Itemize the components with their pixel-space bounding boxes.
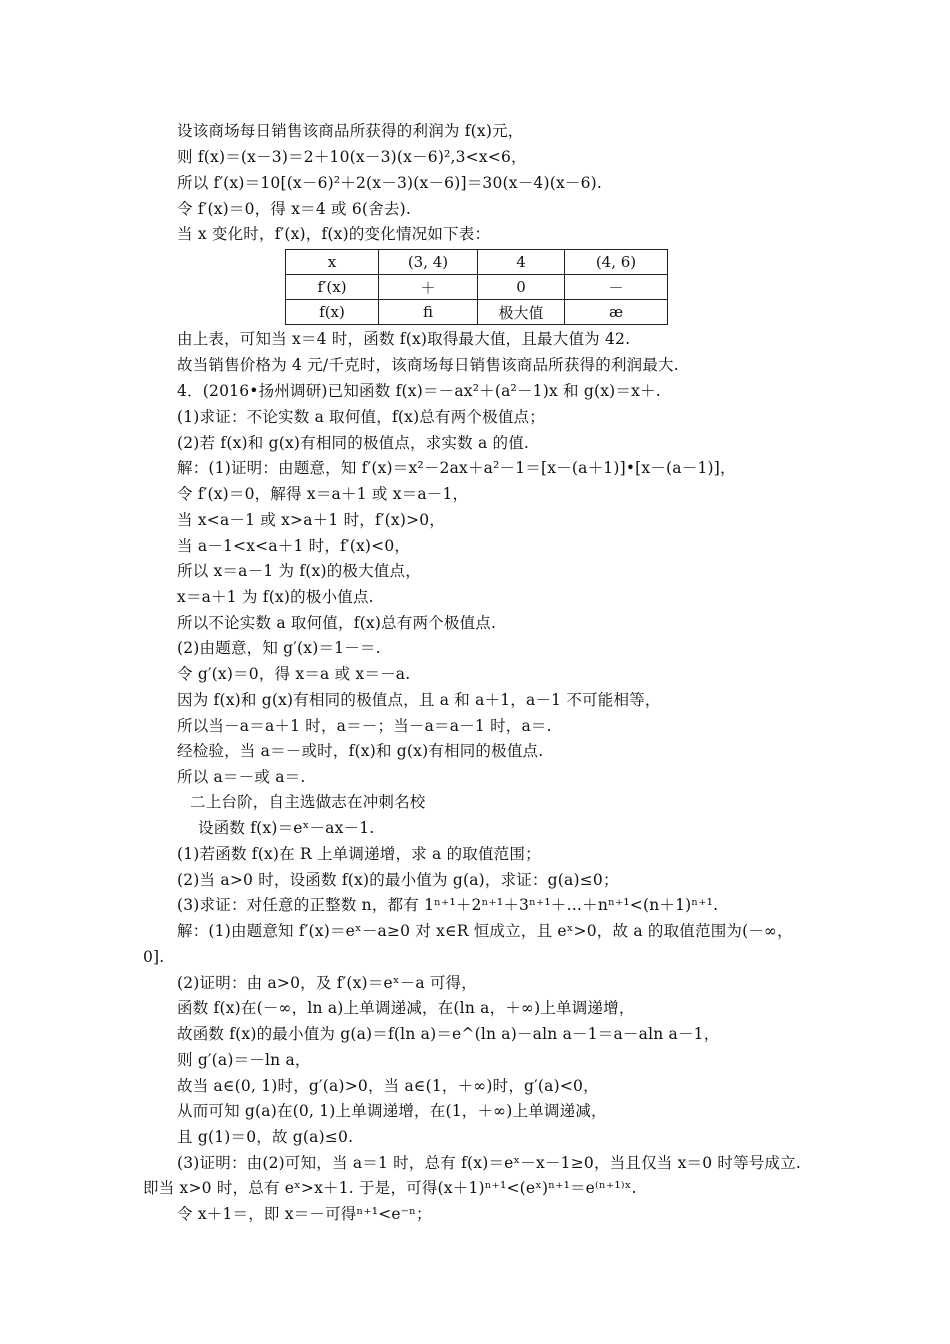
- text-line: 令 f′(x)＝0，得 x＝4 或 6(舍去).: [177, 200, 411, 218]
- text-line: 当 x 变化时，f′(x)，f(x)的变化情况如下表：: [177, 225, 491, 243]
- problem-part: (3)求证：对任意的正整数 n，都有 1ⁿ⁺¹＋2ⁿ⁺¹＋3ⁿ⁺¹＋…＋nⁿ⁺¹<(n＋1)ⁿ⁺¹.: [177, 896, 719, 914]
- table-cell: (4, 6): [565, 250, 668, 275]
- solution-line: 解：(1)由题意知 f′(x)＝eˣ－a≥0 对 x∈R 恒成立，且 eˣ>0，故 a 的取值范围为(－∞，: [177, 922, 793, 940]
- solution-line: 且 g(1)＝0，故 g(a)≤0.: [177, 1128, 354, 1146]
- table-cell: 0: [478, 275, 565, 300]
- section-title: 二上台阶，自主选做志在冲刺名校: [190, 793, 426, 811]
- text-line: 令 f′(x)＝0，解得 x＝a＋1 或 x＝a－1，: [177, 485, 469, 503]
- table-row: [286, 300, 668, 325]
- text-line: 设该商场每日销售该商品所获得的利润为 f(x)元，: [177, 122, 524, 140]
- text-line: 当 x<a－1 或 x>a＋1 时，f′(x)>0，: [177, 511, 446, 529]
- solution-line: (2)证明：由 a>0，及 f′(x)＝eˣ－a 可得，: [177, 974, 478, 992]
- table-cell: f′(x): [286, 275, 379, 300]
- text-line: 所以 a＝－或 a＝.: [177, 768, 306, 786]
- solution-line: 故当 a∈(0, 1)时，g′(a)>0，当 a∈(1，＋∞)时，g′(a)<0，: [177, 1077, 599, 1095]
- text-line: 故当销售价格为 4 元/千克时，该商场每日销售该商品所获得的利润最大.: [177, 356, 679, 374]
- solution-line: 即当 x>0 时，总有 eˣ>x＋1. 于是，可得(x＋1)ⁿ⁺¹<(eˣ)ⁿ⁺¹＝e⁽ⁿ⁺¹⁾ˣ.: [143, 1179, 637, 1197]
- variation-table: [285, 249, 668, 325]
- table-cell: f(x): [286, 300, 379, 325]
- text-line: 因为 f(x)和 g(x)有相同的极值点，且 a 和 a＋1，a－1 不可能相等，: [177, 691, 661, 709]
- table-cell: ＋: [379, 275, 478, 300]
- table-header-row: [286, 250, 668, 275]
- solution-line: 从而可知 g(a)在(0, 1)上单调递增，在(1，＋∞)上单调递减，: [177, 1102, 607, 1120]
- text-line: 由上表，可知当 x＝4 时，函数 f(x)取得最大值，且最大值为 42.: [177, 330, 631, 348]
- problem-part: (1)若函数 f(x)在 R 上单调递增，求 a 的取值范围；: [177, 845, 541, 863]
- problem-part: (2)当 a>0 时，设函数 f(x)的最小值为 g(a)，求证：g(a)≤0；: [177, 871, 619, 889]
- text-line: 令 g′(x)＝0，得 x＝a 或 x＝－a.: [177, 665, 411, 683]
- table-cell: 极大值: [478, 300, 565, 325]
- table-cell: 4: [478, 250, 565, 275]
- text-line: 当 a－1<x<a＋1 时，f′(x)<0，: [177, 537, 411, 555]
- text-line: 经检验，当 a＝－或时，f(x)和 g(x)有相同的极值点.: [177, 742, 544, 760]
- solution-line: 令 x＋1＝，即 x＝－可得ⁿ⁺¹<e⁻ⁿ；: [177, 1205, 432, 1223]
- text-line: (1)求证：不论实数 a 取何值，f(x)总有两个极值点；: [177, 408, 545, 426]
- solution-line: 则 g′(a)＝－ln a，: [177, 1051, 311, 1069]
- text-line: 所以当－a＝a＋1 时，a＝－；当－a＝a－1 时，a＝.: [177, 717, 552, 735]
- table-cell: (3, 4): [379, 250, 478, 275]
- text-line: 所以 f′(x)＝10[(x－6)²＋2(x－3)(x－6)]＝30(x－4)(x－6).: [177, 174, 603, 192]
- solution-line: (3)证明：由(2)可知，当 a＝1 时，总有 f(x)＝eˣ－x－1≥0，当且仅当 x＝0 时等号成立.: [177, 1154, 802, 1172]
- solution-line: 0].: [143, 948, 165, 966]
- table-row: [286, 275, 668, 300]
- solution-line: 故函数 f(x)的最小值为 g(a)＝f(ln a)＝e^(ln a)－aln a－1＝a－aln a－1，: [177, 1025, 720, 1043]
- text-line: 所以不论实数 a 取何值，f(x)总有两个极值点.: [177, 614, 497, 632]
- table-cell: æ: [565, 300, 668, 325]
- text-line: 4．(2016•扬州调研)已知函数 f(x)＝－ax²＋(a²－1)x 和 g(x)＝x＋.: [177, 382, 661, 400]
- table-cell: －: [565, 275, 668, 300]
- text-line: (2)由题意，知 g′(x)＝1－＝.: [177, 639, 381, 657]
- solution-line: 函数 f(x)在(－∞，ln a)上单调递减，在(ln a，＋∞)上单调递增，: [177, 999, 635, 1017]
- table-cell: ﬁ: [379, 300, 478, 325]
- text-line: 所以 x＝a－1 为 f(x)的极大值点，: [177, 562, 421, 580]
- table-cell: x: [286, 250, 379, 275]
- problem-intro: 设函数 f(x)＝eˣ－ax－1.: [198, 819, 375, 837]
- text-line: (2)若 f(x)和 g(x)有相同的极值点，求实数 a 的值.: [177, 434, 530, 452]
- text-line: 解：(1)证明：由题意，知 f′(x)＝x²－2ax＋a²－1＝[x－(a＋1)]•[x－(a－1)]，: [177, 459, 736, 477]
- text-line: 则 f(x)＝(x－3)＝2＋10(x－3)(x－6)²,3<x<6，: [177, 148, 527, 166]
- text-line: x＝a＋1 为 f(x)的极小值点.: [177, 588, 374, 606]
